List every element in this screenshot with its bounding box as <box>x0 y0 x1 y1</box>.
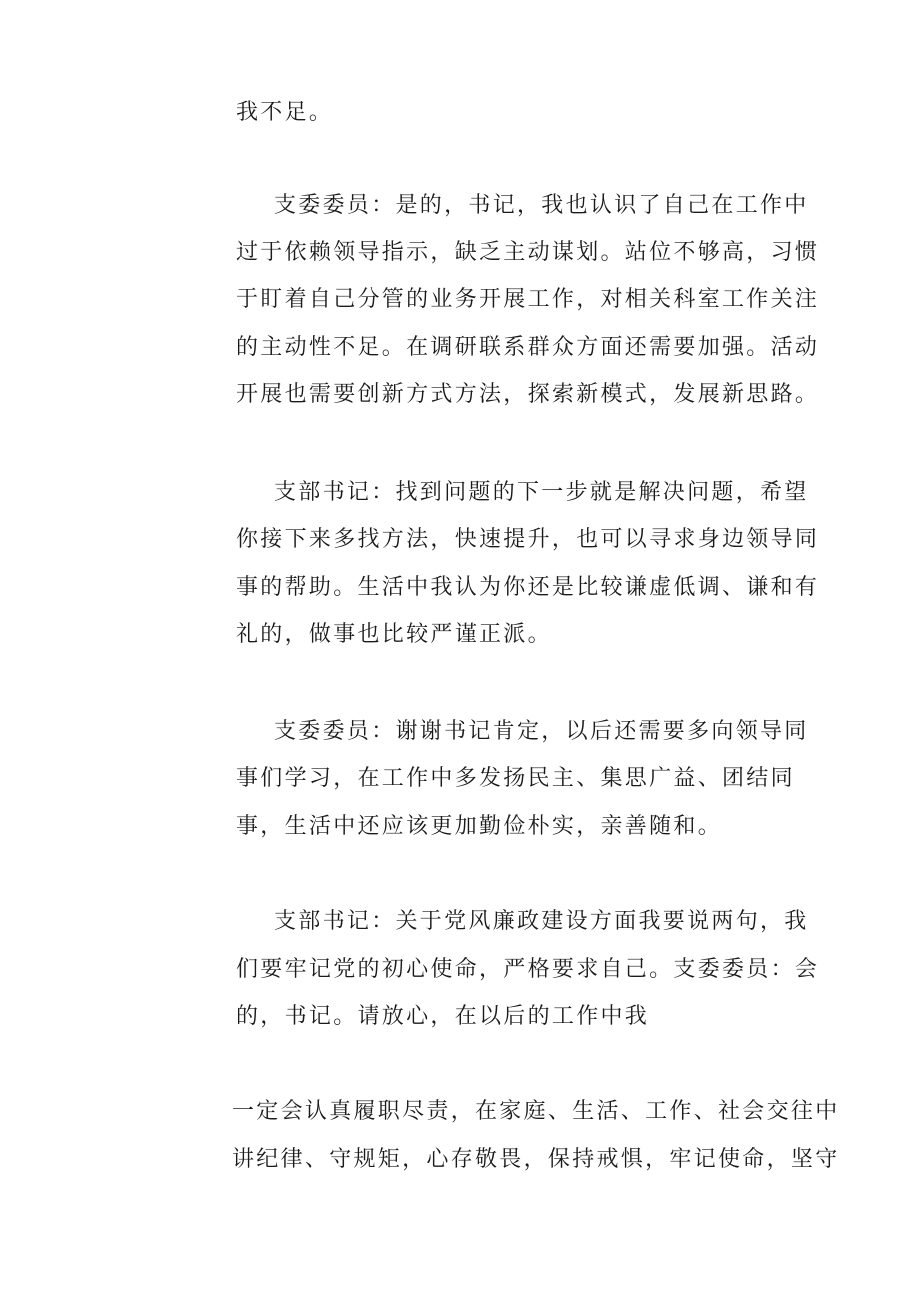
text-line: 于盯着自己分管的业务开展工作，对相关科室工作关注 <box>236 287 820 312</box>
text-line: 事们学习，在工作中多发扬民主、集思广益、团结同 <box>236 766 795 791</box>
text-line: 礼的，做事也比较严谨正派。 <box>236 622 552 647</box>
text-line: 支部书记：关于党风廉政建设方面我要说两句，我 <box>274 909 809 934</box>
text-line: 支委委员：谢谢书记肯定，以后还需要多向领导同 <box>274 719 809 744</box>
text-line: 我不足。 <box>236 100 334 125</box>
text-line: 的主动性不足。在调研联系群众方面还需要加强。活动 <box>236 335 820 360</box>
text-line: 开展也需要创新方式方法，探索新模式，发展新思路。 <box>236 382 820 407</box>
text-line: 的，书记。请放心，在以后的工作中我 <box>236 1004 650 1029</box>
text-line: 支部书记：找到问题的下一步就是解决问题，希望 <box>274 480 809 505</box>
text-line: 一定会认真履职尽责，在家庭、生活、工作、社会交往中 <box>232 1099 840 1124</box>
text-line: 支委委员：是的，书记，我也认识了自己在工作中 <box>274 193 809 218</box>
text-line: 讲纪律、守规矩，心存敬畏，保持戒惧，牢记使命，坚守 <box>232 1147 840 1172</box>
text-line: 们要牢记党的初心使命，严格要求自己。支委委员：会 <box>236 957 820 982</box>
text-line: 事，生活中还应该更加勤俭朴实，亲善随和。 <box>236 814 723 839</box>
text-line: 事的帮助。生活中我认为你还是比较谦虚低调、谦和有 <box>236 575 820 600</box>
text-line: 你接下来多找方法，快速提升，也可以寻求身边领导同 <box>236 527 820 552</box>
text-line: 过于依赖领导指示，缺乏主动谋划。站位不够高，习惯 <box>236 240 820 265</box>
